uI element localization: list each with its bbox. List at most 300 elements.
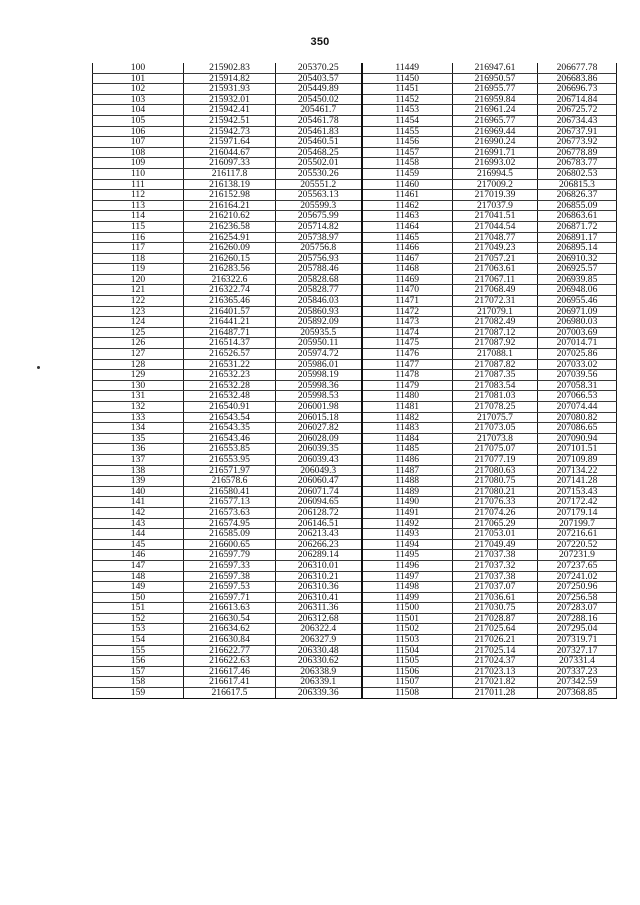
cell-point-number: 11450 <box>362 73 453 84</box>
cell-point-number: 156 <box>93 656 184 667</box>
cell-x-coordinate: 217019.39 <box>453 190 538 201</box>
cell-point-number: 101 <box>93 73 184 84</box>
cell-y-coordinate: 207250.96 <box>538 582 617 593</box>
cell-point-number: 11459 <box>362 168 453 179</box>
table-row <box>93 253 617 264</box>
cell-y-coordinate: 205860.93 <box>276 306 362 317</box>
cell-x-coordinate: 217082.49 <box>453 317 538 328</box>
cell-x-coordinate: 216553.95 <box>184 454 276 465</box>
cell-x-coordinate: 216947.61 <box>453 63 538 73</box>
cell-y-coordinate: 205986.01 <box>276 359 362 370</box>
table-row <box>93 412 617 423</box>
cell-y-coordinate: 205551.2 <box>276 179 362 190</box>
cell-y-coordinate: 206339.36 <box>276 688 362 699</box>
table-row <box>93 380 617 391</box>
cell-y-coordinate: 206737.91 <box>538 126 617 137</box>
cell-y-coordinate: 206289.14 <box>276 550 362 561</box>
cell-point-number: 11497 <box>362 571 453 582</box>
cell-point-number: 11451 <box>362 84 453 95</box>
cell-x-coordinate: 216260.09 <box>184 243 276 254</box>
cell-y-coordinate: 206948.06 <box>538 285 617 296</box>
table-row <box>93 391 617 402</box>
cell-point-number: 100 <box>93 63 184 73</box>
cell-y-coordinate: 206015.18 <box>276 412 362 423</box>
cell-x-coordinate: 216553.85 <box>184 444 276 455</box>
cell-x-coordinate: 216283.56 <box>184 264 276 275</box>
cell-point-number: 135 <box>93 433 184 444</box>
cell-y-coordinate: 206312.68 <box>276 613 362 624</box>
cell-x-coordinate: 216630.54 <box>184 613 276 624</box>
table-row <box>93 486 617 497</box>
cell-y-coordinate: 206310.21 <box>276 571 362 582</box>
cell-y-coordinate: 207327.17 <box>538 645 617 656</box>
cell-x-coordinate: 217081.03 <box>453 391 538 402</box>
cell-x-coordinate: 216543.54 <box>184 412 276 423</box>
cell-point-number: 11469 <box>362 274 453 285</box>
cell-point-number: 11504 <box>362 645 453 656</box>
cell-y-coordinate: 207368.85 <box>538 688 617 699</box>
cell-x-coordinate: 217036.61 <box>453 592 538 603</box>
cell-point-number: 120 <box>93 274 184 285</box>
cell-x-coordinate: 216597.33 <box>184 560 276 571</box>
cell-x-coordinate: 216532.28 <box>184 380 276 391</box>
cell-point-number: 151 <box>93 603 184 614</box>
cell-y-coordinate: 206039.35 <box>276 444 362 455</box>
cell-x-coordinate: 215914.82 <box>184 73 276 84</box>
cell-y-coordinate: 207283.07 <box>538 603 617 614</box>
cell-x-coordinate: 216597.38 <box>184 571 276 582</box>
cell-x-coordinate: 216617.5 <box>184 688 276 699</box>
cell-point-number: 108 <box>93 147 184 158</box>
cell-point-number: 11488 <box>362 476 453 487</box>
cell-point-number: 11480 <box>362 391 453 402</box>
cell-x-coordinate: 216540.91 <box>184 402 276 413</box>
table-row <box>93 285 617 296</box>
cell-point-number: 11491 <box>362 507 453 518</box>
cell-point-number: 11493 <box>362 529 453 540</box>
cell-y-coordinate: 206213.43 <box>276 529 362 540</box>
cell-x-coordinate: 216585.09 <box>184 529 276 540</box>
cell-x-coordinate: 216097.33 <box>184 158 276 169</box>
cell-x-coordinate: 217076.33 <box>453 497 538 508</box>
cell-point-number: 11449 <box>362 63 453 73</box>
cell-x-coordinate: 216622.77 <box>184 645 276 656</box>
cell-point-number: 115 <box>93 221 184 232</box>
cell-x-coordinate: 216969.44 <box>453 126 538 137</box>
table-row <box>93 137 617 148</box>
cell-y-coordinate: 207066.53 <box>538 391 617 402</box>
cell-point-number: 118 <box>93 253 184 264</box>
cell-y-coordinate: 206725.72 <box>538 105 617 116</box>
cell-y-coordinate: 207014.71 <box>538 338 617 349</box>
cell-x-coordinate: 216993.02 <box>453 158 538 169</box>
table-row <box>93 476 617 487</box>
cell-x-coordinate: 216600.65 <box>184 539 276 550</box>
cell-x-coordinate: 216164.21 <box>184 200 276 211</box>
cell-point-number: 11453 <box>362 105 453 116</box>
cell-y-coordinate: 205738.97 <box>276 232 362 243</box>
cell-x-coordinate: 217080.75 <box>453 476 538 487</box>
cell-y-coordinate: 207319.71 <box>538 635 617 646</box>
cell-point-number: 11478 <box>362 370 453 381</box>
cell-y-coordinate: 205403.57 <box>276 73 362 84</box>
cell-x-coordinate: 216260.15 <box>184 253 276 264</box>
cell-point-number: 11498 <box>362 582 453 593</box>
cell-y-coordinate: 206001.98 <box>276 402 362 413</box>
cell-x-coordinate: 217087.35 <box>453 370 538 381</box>
cell-y-coordinate: 205828.68 <box>276 274 362 285</box>
table-row <box>93 465 617 476</box>
cell-x-coordinate: 216577.13 <box>184 497 276 508</box>
cell-x-coordinate: 217067.11 <box>453 274 538 285</box>
table-row <box>93 370 617 381</box>
cell-x-coordinate: 216138.19 <box>184 179 276 190</box>
cell-y-coordinate: 206802.53 <box>538 168 617 179</box>
cell-y-coordinate: 206773.92 <box>538 137 617 148</box>
cell-x-coordinate: 217087.82 <box>453 359 538 370</box>
cell-point-number: 137 <box>93 454 184 465</box>
cell-x-coordinate: 217021.82 <box>453 677 538 688</box>
table-row <box>93 635 617 646</box>
cell-point-number: 138 <box>93 465 184 476</box>
cell-x-coordinate: 217049.49 <box>453 539 538 550</box>
cell-point-number: 11476 <box>362 349 453 360</box>
cell-point-number: 106 <box>93 126 184 137</box>
table-row <box>93 115 617 126</box>
cell-point-number: 105 <box>93 115 184 126</box>
cell-y-coordinate: 207179.14 <box>538 507 617 518</box>
cell-y-coordinate: 206310.01 <box>276 560 362 571</box>
cell-y-coordinate: 206734.43 <box>538 115 617 126</box>
cell-x-coordinate: 216617.46 <box>184 666 276 677</box>
table-row <box>93 73 617 84</box>
cell-x-coordinate: 216210.62 <box>184 211 276 222</box>
cell-point-number: 102 <box>93 84 184 95</box>
cell-x-coordinate: 216573.63 <box>184 507 276 518</box>
cell-point-number: 11496 <box>362 560 453 571</box>
cell-y-coordinate: 205461.7 <box>276 105 362 116</box>
cell-point-number: 116 <box>93 232 184 243</box>
cell-y-coordinate: 206028.09 <box>276 433 362 444</box>
cell-x-coordinate: 217026.21 <box>453 635 538 646</box>
table-row <box>93 306 617 317</box>
cell-x-coordinate: 216152.98 <box>184 190 276 201</box>
cell-y-coordinate: 205599.3 <box>276 200 362 211</box>
cell-x-coordinate: 216254.91 <box>184 232 276 243</box>
cell-point-number: 103 <box>93 94 184 105</box>
cell-x-coordinate: 217073.05 <box>453 423 538 434</box>
scan-artifact-dot <box>37 366 40 369</box>
cell-x-coordinate: 216236.58 <box>184 221 276 232</box>
cell-y-coordinate: 207256.58 <box>538 592 617 603</box>
cell-x-coordinate: 217088.1 <box>453 349 538 360</box>
cell-point-number: 124 <box>93 317 184 328</box>
cell-point-number: 145 <box>93 539 184 550</box>
cell-x-coordinate: 216365.46 <box>184 296 276 307</box>
cell-x-coordinate: 217073.8 <box>453 433 538 444</box>
cell-x-coordinate: 217057.21 <box>453 253 538 264</box>
table-row <box>93 63 617 73</box>
table-row <box>93 105 617 116</box>
cell-y-coordinate: 206071.74 <box>276 486 362 497</box>
cell-point-number: 11494 <box>362 539 453 550</box>
cell-point-number: 11470 <box>362 285 453 296</box>
cell-point-number: 11500 <box>362 603 453 614</box>
cell-y-coordinate: 205828.77 <box>276 285 362 296</box>
cell-y-coordinate: 206696.73 <box>538 84 617 95</box>
table-row <box>93 645 617 656</box>
cell-x-coordinate: 217025.14 <box>453 645 538 656</box>
cell-x-coordinate: 217025.64 <box>453 624 538 635</box>
table-row <box>93 274 617 285</box>
cell-point-number: 152 <box>93 613 184 624</box>
table-row <box>93 677 617 688</box>
table-row <box>93 550 617 561</box>
cell-x-coordinate: 217049.23 <box>453 243 538 254</box>
cell-y-coordinate: 206815.3 <box>538 179 617 190</box>
cell-y-coordinate: 206338.9 <box>276 666 362 677</box>
table-row <box>93 423 617 434</box>
cell-y-coordinate: 206330.62 <box>276 656 362 667</box>
table-row <box>93 497 617 508</box>
cell-point-number: 11490 <box>362 497 453 508</box>
cell-y-coordinate: 206027.82 <box>276 423 362 434</box>
cell-point-number: 158 <box>93 677 184 688</box>
cell-y-coordinate: 205998.19 <box>276 370 362 381</box>
cell-x-coordinate: 217024.37 <box>453 656 538 667</box>
cell-x-coordinate: 217037.32 <box>453 560 538 571</box>
cell-y-coordinate: 207216.61 <box>538 529 617 540</box>
cell-y-coordinate: 207220.52 <box>538 539 617 550</box>
cell-point-number: 11503 <box>362 635 453 646</box>
table-row <box>93 613 617 624</box>
cell-point-number: 122 <box>93 296 184 307</box>
cell-y-coordinate: 206955.46 <box>538 296 617 307</box>
cell-point-number: 11505 <box>362 656 453 667</box>
table-row <box>93 656 617 667</box>
cell-y-coordinate: 207172.42 <box>538 497 617 508</box>
cell-point-number: 11461 <box>362 190 453 201</box>
cell-x-coordinate: 217075.7 <box>453 412 538 423</box>
table-row <box>93 454 617 465</box>
cell-point-number: 149 <box>93 582 184 593</box>
cell-y-coordinate: 206310.36 <box>276 582 362 593</box>
cell-x-coordinate: 217037.38 <box>453 550 538 561</box>
cell-y-coordinate: 207039.56 <box>538 370 617 381</box>
cell-y-coordinate: 206855.09 <box>538 200 617 211</box>
cell-x-coordinate: 217075.07 <box>453 444 538 455</box>
cell-y-coordinate: 206128.72 <box>276 507 362 518</box>
cell-point-number: 11464 <box>362 221 453 232</box>
cell-point-number: 143 <box>93 518 184 529</box>
table-row <box>93 666 617 677</box>
cell-point-number: 117 <box>93 243 184 254</box>
cell-y-coordinate: 207058.31 <box>538 380 617 391</box>
table-row <box>93 179 617 190</box>
table-row <box>93 338 617 349</box>
table-row <box>93 507 617 518</box>
cell-x-coordinate: 217009.2 <box>453 179 538 190</box>
cell-point-number: 111 <box>93 179 184 190</box>
cell-x-coordinate: 216117.8 <box>184 168 276 179</box>
cell-x-coordinate: 217037.07 <box>453 582 538 593</box>
cell-y-coordinate: 206863.61 <box>538 211 617 222</box>
cell-point-number: 148 <box>93 571 184 582</box>
cell-point-number: 11454 <box>362 115 453 126</box>
cell-point-number: 11474 <box>362 327 453 338</box>
cell-y-coordinate: 207331.4 <box>538 656 617 667</box>
cell-x-coordinate: 216514.37 <box>184 338 276 349</box>
cell-x-coordinate: 216532.48 <box>184 391 276 402</box>
cell-point-number: 128 <box>93 359 184 370</box>
cell-point-number: 11462 <box>362 200 453 211</box>
cell-point-number: 11484 <box>362 433 453 444</box>
cell-y-coordinate: 205460.51 <box>276 137 362 148</box>
cell-point-number: 11468 <box>362 264 453 275</box>
table-row <box>93 84 617 95</box>
cell-x-coordinate: 216401.57 <box>184 306 276 317</box>
cell-y-coordinate: 206826.37 <box>538 190 617 201</box>
cell-x-coordinate: 217011.28 <box>453 688 538 699</box>
cell-point-number: 11456 <box>362 137 453 148</box>
cell-x-coordinate: 216634.62 <box>184 624 276 635</box>
cell-y-coordinate: 205449.89 <box>276 84 362 95</box>
cell-x-coordinate: 215932.01 <box>184 94 276 105</box>
cell-point-number: 136 <box>93 444 184 455</box>
cell-x-coordinate: 216578.6 <box>184 476 276 487</box>
cell-point-number: 11506 <box>362 666 453 677</box>
cell-x-coordinate: 216994.5 <box>453 168 538 179</box>
cell-x-coordinate: 216597.79 <box>184 550 276 561</box>
cell-x-coordinate: 215971.64 <box>184 137 276 148</box>
cell-point-number: 132 <box>93 402 184 413</box>
table-row <box>93 264 617 275</box>
cell-point-number: 11472 <box>362 306 453 317</box>
cell-point-number: 110 <box>93 168 184 179</box>
cell-point-number: 114 <box>93 211 184 222</box>
table-row <box>93 147 617 158</box>
cell-x-coordinate: 216950.57 <box>453 73 538 84</box>
table-row <box>93 402 617 413</box>
cell-point-number: 141 <box>93 497 184 508</box>
cell-x-coordinate: 217078.25 <box>453 402 538 413</box>
cell-y-coordinate: 205563.13 <box>276 190 362 201</box>
cell-point-number: 125 <box>93 327 184 338</box>
cell-point-number: 11487 <box>362 465 453 476</box>
cell-y-coordinate: 205714.82 <box>276 221 362 232</box>
cell-x-coordinate: 216526.57 <box>184 349 276 360</box>
cell-y-coordinate: 206322.4 <box>276 624 362 635</box>
cell-y-coordinate: 207231.9 <box>538 550 617 561</box>
cell-y-coordinate: 205468.25 <box>276 147 362 158</box>
table-row <box>93 539 617 550</box>
cell-y-coordinate: 206330.48 <box>276 645 362 656</box>
cell-x-coordinate: 217028.87 <box>453 613 538 624</box>
cell-y-coordinate: 207003.69 <box>538 327 617 338</box>
cell-point-number: 11489 <box>362 486 453 497</box>
cell-x-coordinate: 217030.75 <box>453 603 538 614</box>
cell-x-coordinate: 216622.63 <box>184 656 276 667</box>
table-row <box>93 582 617 593</box>
cell-y-coordinate: 206783.77 <box>538 158 617 169</box>
cell-y-coordinate: 207342.59 <box>538 677 617 688</box>
cell-y-coordinate: 205788.46 <box>276 264 362 275</box>
cell-x-coordinate: 217074.26 <box>453 507 538 518</box>
cell-y-coordinate: 205892.09 <box>276 317 362 328</box>
cell-point-number: 142 <box>93 507 184 518</box>
cell-point-number: 155 <box>93 645 184 656</box>
cell-x-coordinate: 216044.67 <box>184 147 276 158</box>
cell-y-coordinate: 205675.99 <box>276 211 362 222</box>
cell-point-number: 159 <box>93 688 184 699</box>
cell-point-number: 104 <box>93 105 184 116</box>
cell-point-number: 107 <box>93 137 184 148</box>
cell-x-coordinate: 217077.19 <box>453 454 538 465</box>
cell-point-number: 147 <box>93 560 184 571</box>
cell-x-coordinate: 216322.6 <box>184 274 276 285</box>
cell-x-coordinate: 216961.24 <box>453 105 538 116</box>
cell-point-number: 131 <box>93 391 184 402</box>
cell-point-number: 11475 <box>362 338 453 349</box>
cell-y-coordinate: 207199.7 <box>538 518 617 529</box>
cell-point-number: 11495 <box>362 550 453 561</box>
cell-y-coordinate: 205998.36 <box>276 380 362 391</box>
cell-x-coordinate: 216322.74 <box>184 285 276 296</box>
cell-point-number: 154 <box>93 635 184 646</box>
cell-y-coordinate: 207101.51 <box>538 444 617 455</box>
cell-point-number: 11502 <box>362 624 453 635</box>
table-row <box>93 221 617 232</box>
cell-y-coordinate: 207109.89 <box>538 454 617 465</box>
cell-point-number: 129 <box>93 370 184 381</box>
table-row <box>93 168 617 179</box>
cell-point-number: 126 <box>93 338 184 349</box>
cell-point-number: 139 <box>93 476 184 487</box>
cell-y-coordinate: 205461.78 <box>276 115 362 126</box>
cell-y-coordinate: 206311.36 <box>276 603 362 614</box>
cell-x-coordinate: 217065.29 <box>453 518 538 529</box>
cell-point-number: 11460 <box>362 179 453 190</box>
cell-point-number: 153 <box>93 624 184 635</box>
cell-y-coordinate: 205530.26 <box>276 168 362 179</box>
cell-y-coordinate: 206714.84 <box>538 94 617 105</box>
cell-point-number: 11507 <box>362 677 453 688</box>
cell-x-coordinate: 216543.46 <box>184 433 276 444</box>
cell-point-number: 11455 <box>362 126 453 137</box>
cell-point-number: 11499 <box>362 592 453 603</box>
cell-y-coordinate: 207025.86 <box>538 349 617 360</box>
cell-y-coordinate: 206049.3 <box>276 465 362 476</box>
cell-y-coordinate: 207080.82 <box>538 412 617 423</box>
table-row <box>93 518 617 529</box>
cell-y-coordinate: 207153.43 <box>538 486 617 497</box>
cell-x-coordinate: 217079.1 <box>453 306 538 317</box>
cell-x-coordinate: 216617.41 <box>184 677 276 688</box>
cell-x-coordinate: 217037.38 <box>453 571 538 582</box>
cell-y-coordinate: 205950.11 <box>276 338 362 349</box>
cell-x-coordinate: 217087.12 <box>453 327 538 338</box>
cell-x-coordinate: 216597.71 <box>184 592 276 603</box>
cell-y-coordinate: 207337.23 <box>538 666 617 677</box>
table-row <box>93 232 617 243</box>
cell-point-number: 109 <box>93 158 184 169</box>
cell-x-coordinate: 217023.13 <box>453 666 538 677</box>
cell-x-coordinate: 216990.24 <box>453 137 538 148</box>
cell-y-coordinate: 205450.02 <box>276 94 362 105</box>
cell-point-number: 11492 <box>362 518 453 529</box>
cell-x-coordinate: 217068.49 <box>453 285 538 296</box>
cell-y-coordinate: 205998.53 <box>276 391 362 402</box>
